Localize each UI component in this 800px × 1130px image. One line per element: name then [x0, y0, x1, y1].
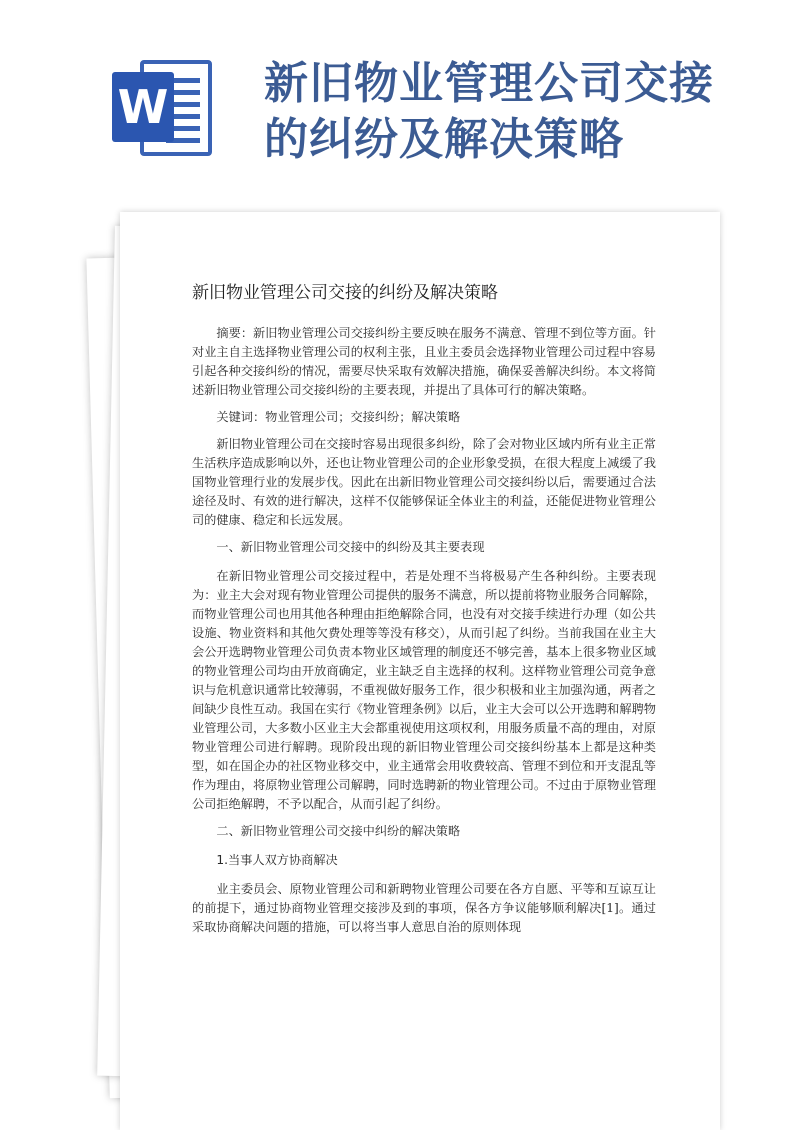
section1-paragraph: 在新旧物业管理公司交接过程中，若是处理不当将极易产生各种纠纷。主要表现为：业主大会对现有物业管理公司提供的服务不满意，所以提前将物业服务合同解除，而物业管理公司也用其他各种理由拒绝解除合同，也没有对交接手续进行办理（如公共设施、物业资料和其他欠费处理等等没有移交），从而引起了纠纷。当前我国在业主大会公开选聘物业管理公司负责本物业区域管理的制度还不够完善，基本上很多物业区域的物业管理公司均由开放商确定，业主缺乏自主选择的权利。这样物业管理公司竞争意识与危机意识通常比较薄弱，不重视做好服务工作，很少积极和业主加强沟通，两者之间缺少良性互动。我国在实行《物业管理条例》以后，业主大会可以公开选聘和解聘物业管理公司，大多数小区业主大会都重视使用这项权利，用服务质量不高的理由，对原物业管理公司进行解聘。现阶段出现的新旧物业管理公司交接纠纷基本上都是这种类型，如在国企办的社区物业移交中，业主通常会用收费较高、管理不到位和开支混乱等作为理由，将原物业管理公司解聘，同时选聘新的物业管理公司。不过由于原物业管理公司拒绝解聘，不予以配合，从而引起了纠纷。 — [192, 569, 656, 811]
word-letter-tile: W — [112, 72, 174, 142]
subsection1-heading: 1.当事人双方协商解决 — [216, 853, 338, 867]
document-body — [192, 324, 656, 945]
abstract-paragraph: 摘要：新旧物业管理公司交接纠纷主要反映在服务不满意、管理不到位等方面。针对业主自主选择物业管理公司的权利主张，且业主委员会选择物业管理公司过程中容易引起各种交接纠纷的情况，需要尽快采取有效解决措施，确保妥善解决纠纷。本文将简述新旧物业管理公司交接纠纷的主要表现，并提出了具体可行的解决策略。 — [192, 326, 656, 397]
section2-heading: 二、新旧物业管理公司交接中纠纷的解决策略 — [216, 824, 461, 838]
word-document-icon — [112, 60, 212, 156]
subsection1-paragraph: 业主委员会、原物业管理公司和新聘物业管理公司要在各方自愿、平等和互谅互让的前提下，通过协商物业管理交接涉及到的事项，保各方争议能够顺利解决[1]。通过采取协商解决问题的措施，可以将当事人意思自治的原则体现 — [192, 882, 656, 934]
banner-title-line2: 的纠纷及解决策略 — [264, 114, 624, 165]
keywords-line: 关键词：物业管理公司；交接纠纷；解决策略 — [216, 410, 461, 424]
banner-title — [264, 56, 784, 168]
banner — [0, 0, 800, 200]
intro-paragraph: 新旧物业管理公司在交接时容易出现很多纠纷，除了会对物业区域内所有业主正常生活秩序造成影响以外，还也让物业管理公司的企业形象受损，在很大程度上减缓了我国物业管理行业的发展步伐。因此在出新旧物业管理公司交接纠纷以后，需要通过合法途径及时、有效的进行解决，这样不仅能够保证全体业主的利益，还能促进物业管理公司的健康、稳定和长远发展。 — [192, 437, 656, 527]
section1-heading: 一、新旧物业管理公司交接中的纠纷及其主要表现 — [216, 540, 485, 554]
document-title: 新旧物业管理公司交接的纠纷及解决策略 — [192, 283, 498, 303]
document-page — [120, 212, 720, 1130]
banner-title-line1: 新旧物业管理公司交接 — [264, 58, 714, 109]
